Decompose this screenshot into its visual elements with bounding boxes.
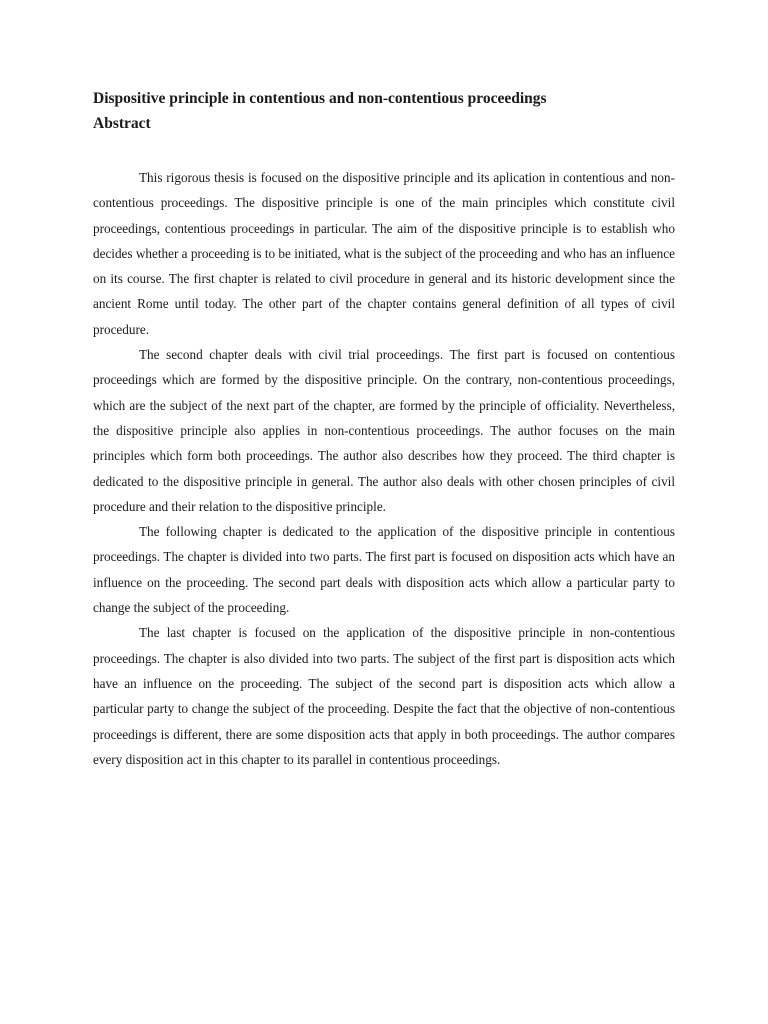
abstract-paragraph-4: The last chapter is focused on the application of the dispositive principle in non-contentious proceedings. The chapter is also divided into two parts. The subject of the first part is disposition acts which have an influence on the proceeding. The subject of the second part is disposition acts which allow a particular party to change the subject of the proceeding. Despite the fact that the objective of non-contentious proceedings is different, there are some disposition acts that apply in both proceedings. The author compares every disposition act in this chapter to its parallel in contentious proceedings. [93, 625, 675, 767]
abstract-body [93, 165, 675, 772]
abstract-paragraph-3: The following chapter is dedicated to the application of the dispositive principle in contentious proceedings. The chapter is divided into two parts. The first part is focused on disposition acts which have an influence on the proceeding. The second part deals with disposition acts which allow a particular party to change the subject of the proceeding. [93, 524, 675, 616]
document-content [93, 86, 675, 772]
abstract-heading: Abstract [93, 115, 151, 132]
abstract-paragraph-1: This rigorous thesis is focused on the dispositive principle and its aplication in contentious and non-contentious proceedings. The dispositive principle is one of the main principles which constitute civil proceedings, contentious proceedings in particular. The aim of the dispositive principle is to establish who decides whether a proceeding is to be initiated, what is the subject of the proceeding and who has an influence on its course. The first chapter is related to civil procedure in general and its historic development since the ancient Rome until today. The other part of the chapter contains general definition of all types of civil procedure. [93, 170, 675, 337]
document-title: Dispositive principle in contentious and non-contentious proceedings [93, 90, 547, 107]
abstract-paragraph-2: The second chapter deals with civil trial proceedings. The first part is focused on contentious proceedings which are formed by the dispositive principle. On the contrary, non-contentious proceedings, which are the subject of the next part of the chapter, are formed by the principle of officiality. Nevertheless, the dispositive principle also applies in non-contentious proceedings. The author focuses on the main principles which form both proceedings. The author also describes how they proceed. The third chapter is dedicated to the dispositive principle in general. The author also deals with other chosen principles of civil procedure and their relation to the dispositive principle. [93, 347, 675, 514]
